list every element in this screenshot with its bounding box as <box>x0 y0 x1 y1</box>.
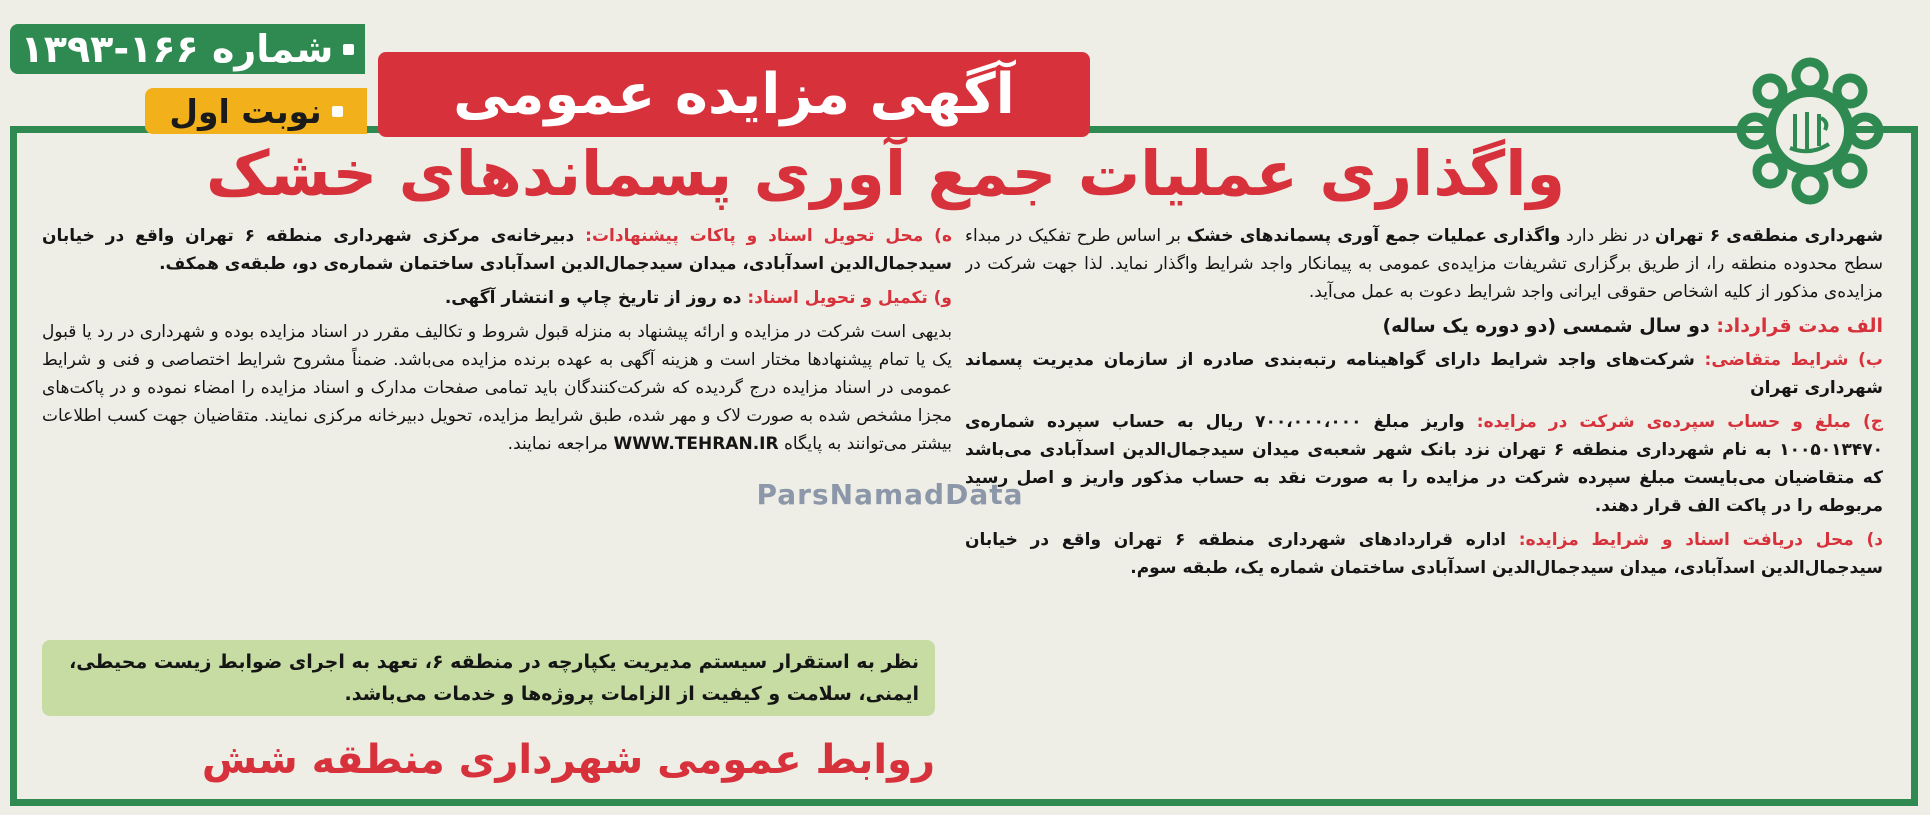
notice-text: نظر به استقرار سیستم مدیریت یکپارچه در منطقه ۶، تعهد به اجرای ضوابط زیست محیطی، ایمنی، سلامت و کیفیت از الزامات پروژه‌ها و خدمات می‌باشد. <box>69 651 919 705</box>
section-f <box>42 284 952 312</box>
intro-lead: شهرداری منطقه‌ی ۶ تهران <box>1655 226 1883 246</box>
section-e-text: دبیرخانه‌ی مرکزی شهرداری منطقه ۶ تهران واقع در خیابان سیدجمال‌الدین اسدآبادی، میدان سیدجمال‌الدین اسدآبادی ساختمان شماره‌ی دو، طبقه‌ی همکف. <box>42 226 952 274</box>
tehran-municipality-logo-icon <box>1725 56 1895 206</box>
body-paragraph <box>42 318 952 458</box>
section-c-label: ج) مبلغ و حساب سپرده‌ی شرکت در مزایده: <box>1464 412 1883 432</box>
intro-text-1: در نظر دارد <box>1560 226 1656 246</box>
left-column <box>42 222 952 642</box>
issue-number-badge <box>10 24 365 74</box>
watermark: ParsNamadData <box>756 478 1024 511</box>
page-title: واگذاری عملیات جمع آوری پسماندهای خشک <box>205 137 1565 210</box>
body-text: بدیهی است شرکت در مزایده و ارائه پیشنهاد به منزله قبول شروط و تکالیف مقرر در اسناد مزایده بوده و شهرداری در رد یا قبول یک یا تمام پیشنهادها مختار است و هزینه آگهی به عهده برنده مزایده می‌باشد. ضمناً مشروح شرایط اختصاصی و فنی و شرایط عمومی در اسناد مزایده درج گردیده که شرکت‌کنندگان باید تمامی صفحات مدارک و اسناد مزایده را امضاء نموده و در پاکت‌های مجزا مشخص شده به صورت لاک و مهر شده، طبق شرایط مزایده، تحویل دبیرخانه مرکزی نمایند. متقاضیان جهت کسب اطلاعات بیشتر می‌توانند به پایگاه <box>42 322 952 454</box>
section-c-bold: پاکت الف <box>1687 496 1767 516</box>
section-a-text: دو سال شمسی (دو دوره یک ساله) <box>1382 315 1710 337</box>
section-b <box>965 346 1883 402</box>
header-area <box>0 0 1930 210</box>
intro-text-2: بر اساس طرح تفکیک در مبداء سطح محدوده منطقه را، از طریق برگزاری تشریفات مزایده‌ی عمومی به پیمانکار واجد شرایط واگذار نماید. لذا جهت شرکت در مزایده‌ی مذکور از کلیه اشخاص حقوقی ایرانی واجد شرایط دعوت به عمل می‌آید. <box>965 226 1883 302</box>
section-e-label: ه) محل تحویل اسناد و پاکات پیشنهادات: <box>574 226 952 246</box>
intro-subject: واگذاری عملیات جمع آوری پسماندهای خشک <box>1186 226 1561 246</box>
section-d-label: د) محل دریافت اسناد و شرایط مزایده: <box>1506 530 1883 550</box>
section-d <box>965 526 1883 582</box>
section-c-end: قرار دهند. <box>1594 496 1688 516</box>
section-f-label: و) تکمیل و تحویل اسناد: <box>741 288 952 308</box>
notice-box <box>42 640 935 716</box>
headline-text: آگهی مزایده عمومی <box>453 62 1015 127</box>
bullet-square-icon <box>343 44 354 55</box>
section-a <box>965 312 1883 340</box>
round-badge <box>145 88 367 134</box>
headline-banner <box>378 52 1090 137</box>
website-link[interactable]: WWW.TEHRAN.IR <box>613 434 779 454</box>
section-d-text: اداره قراردادهای شهرداری منطقه ۶ تهران واقع در خیابان سیدجمال‌الدین اسدآبادی، میدان سیدجمال‌الدین اسدآبادی ساختمان شماره یک، طبقه سوم. <box>965 530 1883 578</box>
issue-number-text: شماره ۱۶۶-۱۳۹۳ <box>20 27 334 71</box>
bullet-square-icon <box>332 106 343 117</box>
intro-paragraph <box>965 222 1883 306</box>
body-end: مراجعه نمایند. <box>507 434 614 454</box>
round-text: نوبت اول <box>169 91 322 131</box>
footer-signature: روابط عمومی شهرداری منطقه شش <box>201 737 935 783</box>
section-e <box>42 222 952 278</box>
section-a-label: الف مدت قرارداد: <box>1709 315 1883 337</box>
section-c-text: واریز مبلغ ۷۰۰،۰۰۰،۰۰۰ ریال به حساب سپرده شماره‌ی ۱۰۰۵۰۱۳۴۷۰ به نام شهرداری منطقه ۶ تهران نزد بانک شهر شعبه‌ی میدان سیدجمال‌الدین اسدآبادی می‌باشد که متقاضیان می‌بایست مبلغ سپرده شرکت در مزایده را به صورت نقد به حساب مذکور واریز و اصل رسید مربوطه را در <box>965 412 1883 516</box>
section-b-label: ب) شرایط متقاضی: <box>1694 350 1883 370</box>
section-f-text: ده روز از تاریخ چاپ و انتشار آگهی. <box>444 288 742 308</box>
section-b-text: شرکت‌های واجد شرایط دارای گواهینامه رتبه‌بندی صادره از سازمان مدیریت پسماند شهرداری تهران <box>965 350 1883 398</box>
